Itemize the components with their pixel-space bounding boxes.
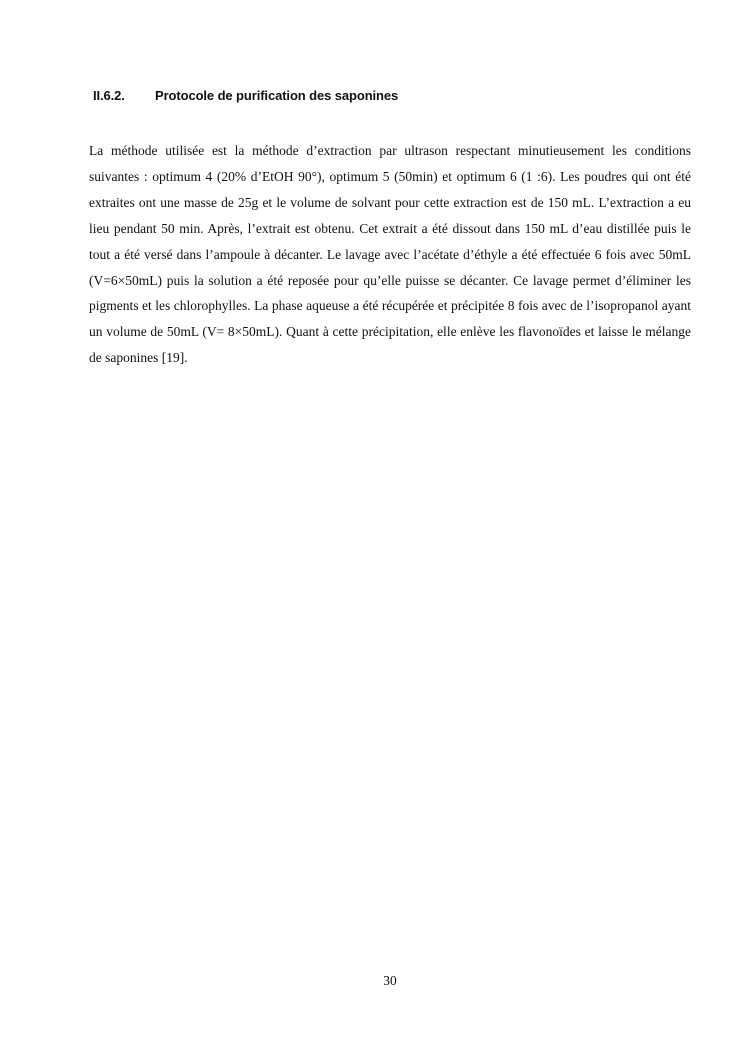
body-paragraph: La méthode utilisée est la méthode d’extraction par ultrason respectant minutieusement les conditions suivantes : optimum 4 (20% d’EtOH 90°), optimum 5 (50min) et optimum 6 (1 :6). Les poudres qui ont été extraites ont une masse de 25g et le volume de solvant pour cette extraction est de 150 mL. L’extraction a eu lieu pendant 50 min. Après, l’extrait est obtenu. Cet extrait a été dissout dans 150 mL d’eau distillée puis le tout a été versé dans l’ampoule à décanter. Le lavage avec l’acétate d’éthyle a été effectuée 6 fois avec 50mL (V=6×50mL) puis la solution a été reposée pour qu’elle puisse se décanter. Ce lavage permet d’éliminer les pigments et les chlorophylles. La phase aqueuse a été récupérée et précipitée 8 fois avec de l’isopropanol ayant un volume de 50mL (V= 8×50mL). Quant à cette précipitation, elle enlève les flavonoïdes et laisse le mélange de saponines [19]. [89,143,691,366]
section-number: II.6.2. [93,88,125,103]
section-heading [93,88,398,103]
section-title: Protocole de purification des saponines [155,88,399,103]
page-number: 30 [383,973,397,988]
